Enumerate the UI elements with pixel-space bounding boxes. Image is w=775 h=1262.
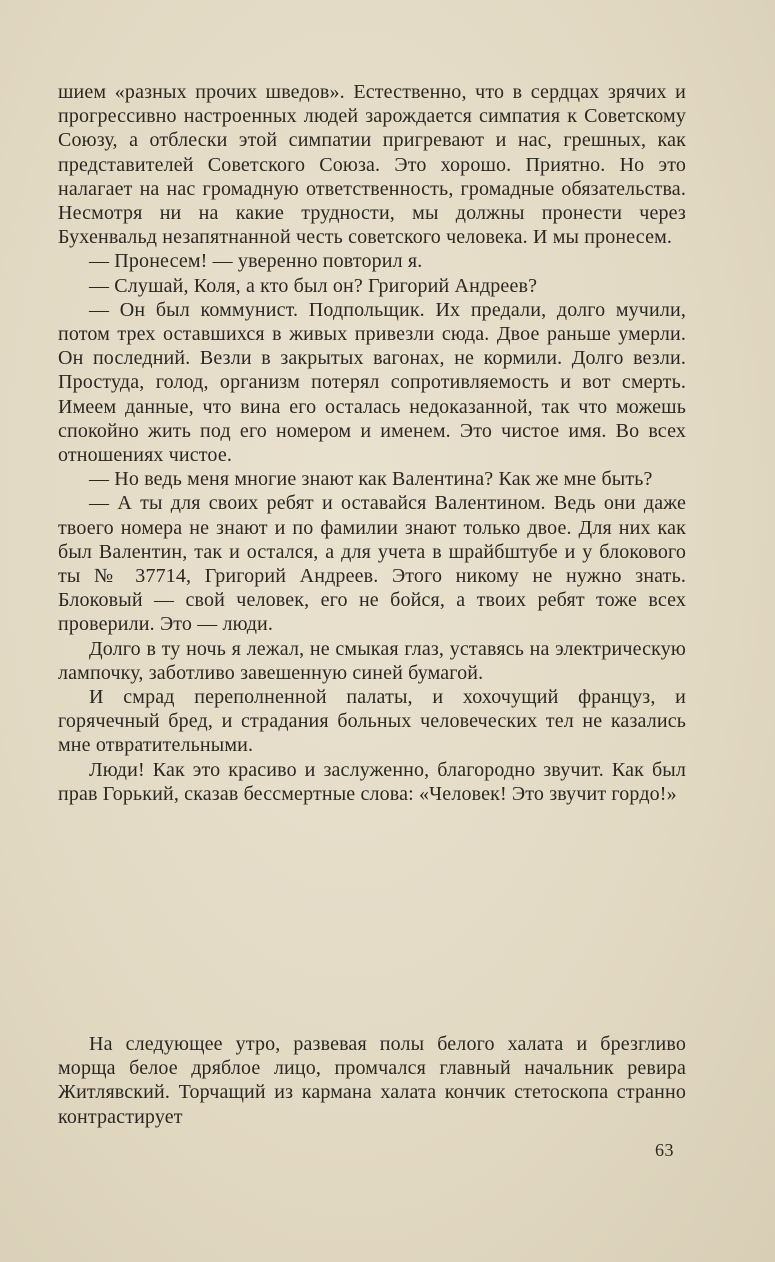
- paragraph: — Он был коммунист. Подпольщик. Их предали, долго мучили, потом трех оставшихся в живых привезли сюда. Двое раньше умерли. Он последний. Везли в закрытых вагонах, не кормили. Долго везли. Простуда, голод, организм потерял сопротивляемость и вот смерть. Имеем данные, что вина его осталась недоказанной, так что можешь спокойно жить под его номером и именем. Это чистое имя. Во всех отношениях чистое.: [58, 298, 686, 467]
- next-section-text: [58, 1032, 686, 1129]
- paragraph: — А ты для своих ребят и оставайся Валентином. Ведь они даже твоего номера не знают и по фамилии знают только двое. Для них как был Валентин, так и остался, а для учета в шрайбштубе и у блокового ты № 37714, Григорий Андреев. Этого никому не нужно знать. Блоковый — свой человек, его не бойся, а твоих ребят тоже всех проверили. Это — люди.: [58, 492, 686, 636]
- page-number: 63: [655, 1140, 674, 1160]
- paragraph: Люди! Как это красиво и заслуженно, благородно звучит. Как был прав Горький, сказав бессмертные слова: «Человек! Это звучит гордо!»: [58, 758, 686, 805]
- paragraph: — Но ведь меня многие знают как Валентина? Как же мне быть?: [89, 468, 653, 491]
- paragraph: шием «разных прочих шведов». Естественно, что в сердцах зрячих и прогрессивно настроенных людей зарождается симпатия к Советскому Союзу, а отблески этой симпатии пригревают и нас, грешных, как представителей Советского Союза. Это хорошо. Приятно. Но это налагает на нас громадную ответственность, громадные обязательства. Несмотря ни на какие трудности, мы должны пронести через Бухенвальд незапятнанной честь советского человека. И мы пронесем.: [58, 81, 686, 249]
- paragraph: И смрад переполненной палаты, и хохочущий француз, и горячечный бред, и страдания больных человеческих тел не казались мне отвратительными.: [58, 686, 686, 757]
- paragraph: На следующее утро, развевая полы белого халата и брезгливо морща белое дряблое лицо, промчался главный начальник ревира Житлявский. Торчащий из кармана халата кончик стетоскопа странно контрастирует: [58, 1033, 686, 1128]
- paragraph: — Слушай, Коля, а кто был он? Григорий Андреев?: [89, 274, 538, 297]
- main-text: [58, 80, 686, 806]
- paragraph: Долго в ту ночь я лежал, не смыкая глаз, уставясь на электрическую лампочку, заботливо завешенную синей бумагой.: [58, 637, 686, 684]
- paragraph: — Пронесем! — уверенно повторил я.: [89, 250, 423, 273]
